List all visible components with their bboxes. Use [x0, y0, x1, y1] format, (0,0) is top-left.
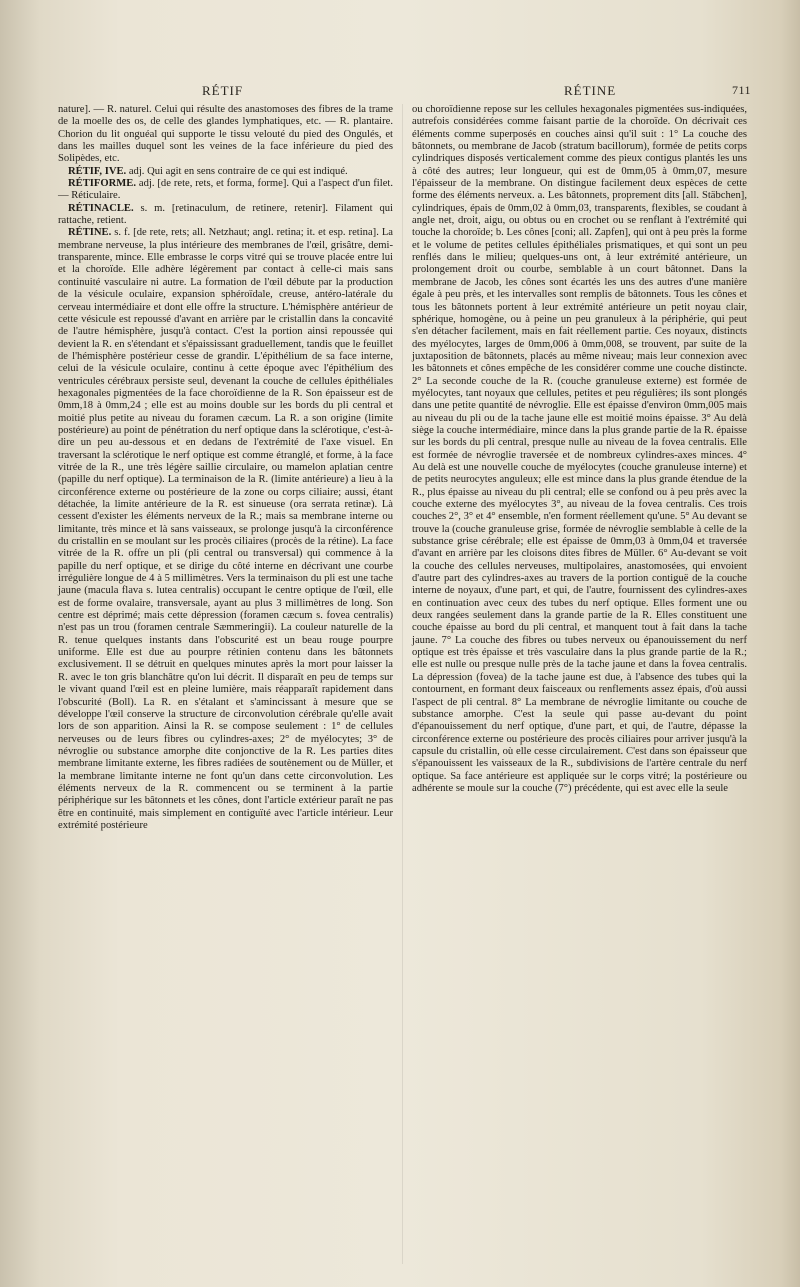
definition-retiforme: adj. [de rete, rets, et forma, forme]. Qui a l'aspect d'un filet. — Réticulaire. — [58, 178, 393, 202]
headword-retiforme: RÉTIFORME. — [68, 178, 136, 190]
entry-retine — [58, 227, 393, 832]
running-head-left: RÉTIF — [202, 83, 244, 98]
definition-retinacle: s. m. [retinaculum, de retinere, retenir]. Filament qui rattache, retient. — [58, 202, 393, 227]
entry-retiforme — [58, 178, 393, 203]
entry-retinacle — [58, 203, 393, 228]
definition-retif: adj. Qui agit en sens contraire de ce qui est indiqué. — [126, 165, 348, 177]
entry-retif — [58, 166, 393, 178]
definition-retine: s. f. [de rete, rets; all. Netzhaut; angl. retina; it. et esp. retina]. La membrane nerveuse, la plus intérieure des membranes de l'œil, grisâtre, demi-transparente, mince. Elle embrasse le corps vitré qui se trouve placée entre lui et la choroïde. Elle adhère légèrement par contact à celle-ci mais sans continuité vasculaire ni autre. La formation de l'œil débute par la production de la vésicule oculaire, expansion sphéroïdale, creuse, antéro-latérale du cerveau intermédiaire et dont elle offre la structure. L'hémisphère antérieur de cette vésicule est repoussé d'avant en arrière par le cristallin dans la concavité de l'autre hémisphère, jusqu'à contact. C'est la portion ainsi repoussée qui devient la R. en s'étendant et s'épaississant graduellement, tandis que le feuillet de l'hémisphère postérieur cesse de grandir. L'épithélium de sa face interne, celui de la vésicule oculaire, continu à cette époque avec l'épithélium des ventricules cérébraux persiste seul, devenant la couche de cellules épithéliales hexagonales pigmentées de la face choroïdienne de la R. Son épaisseur est de 0mm,18 à 0mm,24 ; elle est au moins double sur les bords du pli central et moitié plus petite au niveau du foramen cæcum. La R. a son origine (limite postérieure) au point de pénétration du nerf optique dans la sclérotique, c'est-à-dire un peu au-dessous et en dedans de l'extrémité de l'axe visuel. En traversant la sclérotique le nerf optique est comme étranglé, et forme, à la face vitrée de la R., une très légère saillie circulaire, ou mamelon aplatian centre (papille du nerf optique). La terminaison de la R. (limite antérieure) a lieu à la circonférence externe ou postérieure de la zone ou corps ciliaire; aussi, étant détachée, la limite antérieure de la R. est sinueuse (ora serrata retinæ). Là cessent d'exister les éléments nerveux de la R.; mais sa membrane interne ou limitante, très mince et là sans vaisseaux, se prolonge jusqu'à la circonférence du cristallin en se moulant sur les procès ciliaires (procès de la rétine). La face vitrée de la R. offre un pli (pli central ou transversal) qui commence à la papille du nerf optique, et se dirige du côté interne en décrivant une courbe irrégulière longue de 4 à 5 millimètres. Vers la terminaison du pli est une tache jaune (macula flava s. lutea centralis) occupant le centre optique de l'œil, elle est de forme ovalaire, transversale, ayant au plus 3 millimètres de long. Son centre est déprimé; mais cette dépression (foramen cæcum s. fovea centralis) n'est pas un trou (foramen centrale Sæmmeringii). La couleur naturelle de la R. tenue quelques instants dans l'obscurité est un beau rouge pourpre uniforme. Elle est due au pourpre rétinien contenu dans les bâtonnets exclusivement. Il se détruit en quelques minutes après la mort pour laisser la R. avec le ton gris blanchâtre qu'on lui décrit. Il disparaît en peu de temps sur le vivant quand l'œil est en pleine lumière, mais réapparaît rapidement dans l'obscurité (Boll). La R. en s'étalant et s'amincissant à mesure que se développe l'œil conserve la structure de circonvolution cérébrale qu'elle avait lors de son apparition. Ainsi la R. se compose seulement : 1° de cellules nerveuses ou de leurs fibres ou cylindres-axes; 2° de myélocytes; 3° de névroglie ou substance amorphe dite conjonctive de la R. Les parties dites membrane limitante externe, les fibres radiées de soutènement ou de Müller, et la membrane limitante interne ne font qu'un dans cette circonvolution. Les éléments nerveux de la R. commencent ou se terminent à la partie périphérique sur les bâtonnets et les cônes, dont l'article extérieur paraît ne pas être en continuité, mais simplement en contiguïté avec l'article intérieur. Leur extrémité postérieure — [58, 227, 393, 831]
column-gutter — [402, 104, 403, 1264]
left-text-column — [58, 104, 393, 832]
continued-entry-paragraph: nature]. — R. naturel. Celui qui résulte des anastomoses des fibres de la trame de la moelle des os, de celle des glandes lymphatiques, etc. — R. plantaire. Chorion du lit onguéal qui supporte le tissu velouté du pied des Ongulés, et dans les mailles duquel sont les veines de la face inférieure du pied des Solipèdes, etc. — [58, 104, 393, 165]
right-text-column — [412, 104, 747, 795]
headword-retinacle: RÉTINACLE. — [68, 202, 134, 214]
running-head-center: RÉTINE — [564, 83, 617, 98]
headword-retine: RÉTINE. — [68, 227, 112, 239]
page-number: 711 — [732, 83, 752, 97]
headword-retif: RÉTIF, IVE. — [68, 165, 127, 177]
continued-retine-paragraph: ou choroïdienne repose sur les cellules hexagonales pigmentées sus-indiquées, autrefois considérées comme faisant partie de la choroïde. On décrivait ces éléments comme superposés en couches ainsi qu'il suit : 1° La couche des bâtonnets, ou membrane de Jacob (stratum bacillorum), formée de petits corps cylindriques disposés verticalement comme des pieux contigus plantés les uns à côté des autres; leur longueur, qui est de 0mm,05 à 0mm,07, mesure l'épaisseur de la membrane. On distingue facilement deux espèces de cette forme des éléments nerveux. a. Les bâtonnets, proprement dits [all. Stäbchen], cylindriques, épais de 0mm,02 à 0mm,03, transparents, flexibles, se coudant à angle net, droit, aigu, ou obtus ou en crochet ou se renflant à l'extrémité qui touche la choroïde; b. Les cônes [coni; all. Zapfen], qui ont à peu près la forme et le volume de petites cellules épithéliales prismatiques, et qui sont un peu renflés dans le milieu; quelques-uns ont, à leur extrémité antérieure, un prolongement droit ou courbe, semblable à un court bâtonnet. Dans la membrane de Jacob, les cônes sont écartés les uns des autres d'une manière égale à peu près, et les intervalles sont remplis de bâtonnets. Tous les cônes et tous les bâtonnets portent à leur extrémité antérieure un petit noyau clair, sphérique, homogène, ou à peine un peu granuleux à la périphérie, qui peut s'en détacher facilement, mais en fait réellement partie. Ces noyaux, distincts des myélocytes, larges de 0mm,006 à 0mm,008, se trouvent, par suite de la juxtaposition de bâtonnets, placés au même niveau; mais leur connexion avec les bâtonnets et cônes empêche de les considérer comme une couche distincte. 2° La seconde couche de la R. (couche granuleuse externe) est formée de myélocytes, tant noyaux que cellules, petites et peu régulières; ils sont plongés dans une petite quantité de névroglie. Elle est épaisse d'environ 0mm,005 mais au niveau du pli ou de la tache jaune elle est moitié moins épaisse. 3° Au delà siège la couche intermédiaire, mince dans la plus grande partie de la R. épaisse sur les bords du pli central, presque nulle au niveau de la fovea centralis. Elle est formée de névroglie traversée et de nombreux cylindres-axes minces. 4° Au delà est une nouvelle couche de myélocytes (couche granuleuse interne) et de petits neurocytes anguleux; elle est mince dans la plus grande étendue de la R., plus épaisse au niveau du pli central; elle se confond ou à peu près avec la couche externe des myélocytes 3°, au niveau de la fovea centralis. Ces trois couches 2°, 3° et 4° ensemble, n'en forment réellement qu'une. 5° Au devant se trouve la (couche granuleuse grise, formée de névroglie semblable à celle de la substance grise cérébrale; elle est épaisse de 0mm,03 à 0mm,04 et traversée d'avant en arrière par les cloisons dites fibres de Müller. 6° Au-devant se voit la couche des cellules nerveuses, multipolaires, anastomosées, qui envoient d'autre part des cylindres-axes au travers de la portion contiguë de la couche interne de noyaux, d'une part, et qui, de l'autre, fournissent des cylindres-axes en continuation avec ceux des tubes du nerf optique. Elles forment une ou deux rangées seulement dans la grande partie de la R. Elles constituent une couche épaisse au bord du pli central, et manquent tout à fait dans la tache jaune. 7° La couche des fibres ou tubes nerveux ou épanouissement du nerf optique est très épaisse et très vasculaire dans la plus grande partie de la R.; elle est nulle ou presque nulle près de la tache jaune et dans la fovea centralis. La dépression (fovea) de la tache jaune est due, à l'absence des tubes qui la contournent, en formant deux faisceaux ou renflements assez épais, d'où aussi l'aspect de pli central. 8° La membrane de névroglie limitante ou couche de substance amorphe. C'est la seule qui passe au-devant du point d'épanouissement du nerf optique, d'une part, et qui, de l'autre, dépasse la circonférence externe ou postérieure des procès ciliaires pour arriver jusqu'à la capsule du cristallin, où elle cesse circulairement. C'est dans son épaisseur que s'épanouissent les vaisseaux de la R., subdivisions de l'artère centrale du nerf optique. Sa face antérieure est appliquée sur le corps vitré; la postérieure ou adhérente se moule sur la couche (7°) précédente, qui est avec elle la seule — [412, 104, 747, 794]
